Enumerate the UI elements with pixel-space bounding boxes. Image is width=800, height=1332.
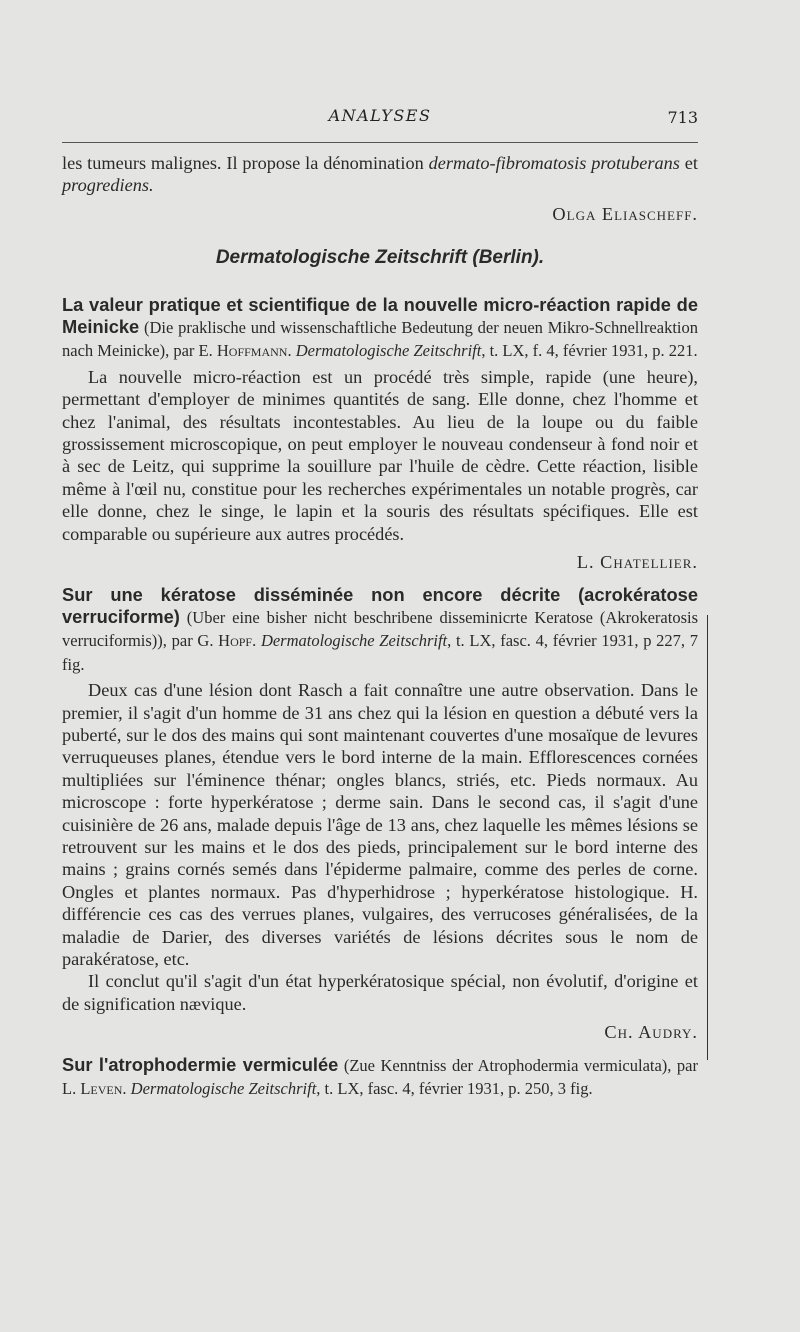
article-1 [62,294,698,574]
page-body [62,152,698,1103]
article-2 [62,584,698,1044]
article-meta: (Zue Kenntniss der Atrophodermia vermiculata), par L. [62,1055,698,1099]
article-3 [62,1054,698,1101]
article-meta: (Uber eine bisher nicht beschribene disseminicrte Keratose (Akrokeratosis verruciformis)), par G. [62,607,698,651]
intro-term: progrediens. [62,175,154,196]
article-meta: (Die praklische und wissenschaftliche Bedeutung der neuen Mikro-Schnellreaktion nach Meinicke), par E. [62,318,698,361]
article-journal: Dermatologische Zeitschrift [130,1079,317,1099]
section-title: Dermatologische Zeitschrift (Berlin). [215,247,545,269]
article-title: Sur l'atrophodermie vermiculée [62,1053,339,1075]
intro-term: dermato-fibromatosis protuberans [428,153,680,173]
article-title: Sur une kératose disséminée non encore décrite (acrokératose verruciforme) [62,583,698,627]
article-title: La valeur pratique et scientifique de la nouvelle micro-réaction rapide de Meinicke [62,293,698,338]
intro-text: et [679,153,698,173]
intro-text: les tumeurs malignes. Il propose la dénomination [62,153,429,173]
article-author: Hoffmann [216,341,288,361]
article-meta: . [122,1079,131,1099]
running-title: ANALYSES [328,106,432,125]
article-meta: . [252,631,261,651]
article-paragraph: La nouvelle micro-réaction est un procédé très simple, rapide (une heure), permettant d'employer de minimes quantités de sang. Elle donne, chez l'homme et chez l'animal, des résultats incontestables. Au lieu de la loupe ou du faible grossissement microscopique, on peut employer le nouveau condenseur à fond noir et à sec de Leitz, qui supprime la souillure par l'huile de cèdre. Cette réaction, lisible même à l'œil nu, constitue pour les recherches expérimentales un notable progrès, car elle donne, chez le singe, le lapin et la souris des résultats spécifiques. Elle est comparable ou supérieure aux autres procédés. [62,366,698,544]
article-signature: L. Chatellier. [576,552,698,573]
intro-paragraph [62,152,698,197]
article-meta: . [287,341,296,361]
article-paragraph: Deux cas d'une lésion dont Rasch a fait connaître une autre observation. Dans le premier, il s'agit d'un homme de 31 ans chez qui la lésion en question a débuté vers la puberté, sur le dos des mains qui sont maintenant couvertes d'une mosaïque de levures verruqueuses planes, étendue vers le bord interne de la main. Efflorescences cornées multipliées sur l'éminence thénar; ongles blancs, striés, etc. Pieds normaux. Au microscope : forte hyperkératose ; derme sain. Dans le second cas, il s'agit d'une cuisinière de 26 ans, malade depuis l'âge de 13 ans, chez laquelle les mêmes lésions se retrouvent sur les mains et le dos des pieds, principalement sur le bord interne des mains ; grains cornés semés dans l'épiderme palmaire, comme des perles de corne. Ongles et plantes normaux. Pas d'hyperhidrose ; hyperkératose histologique. H. différencie ces cas des verrues planes, vulgaires, des verrucoses généralisées, de la maladie de Darier, des diverses variétés de lésions décrites sous le nom de parakératose, etc. [62,680,698,969]
article-heading [62,584,698,677]
intro-block [62,152,698,225]
article-meta: , t. LX, fasc. 4, février 1931, p. 250, 3 fig. [316,1079,593,1099]
article-meta: , t. LX, f. 4, février 1931, p. 221. [481,341,698,361]
article-journal: Dermatologische Zeitschrift [260,631,448,651]
margin-mark [707,615,708,1060]
article-signature: Ch. Audry. [604,1022,698,1043]
article-meta: , t. LX, fasc. 4, février 1931, p 227, 7 fig. [62,631,699,674]
page-number: 713 [667,108,698,127]
article-heading [62,1054,698,1101]
article-heading [62,294,698,363]
page-header [62,104,698,128]
intro-signature: Olga Eliascheff. [552,203,698,224]
header-rule [62,142,698,143]
article-journal: Dermatologische Zeitschrift [295,341,482,361]
article-author: Leven [80,1079,123,1099]
article-author: Hopf [218,631,253,651]
article-paragraph: Il conclut qu'il s'agit d'un état hyperkératosique spécial, non évolutif, d'origine et de signification nævique. [62,971,698,1014]
